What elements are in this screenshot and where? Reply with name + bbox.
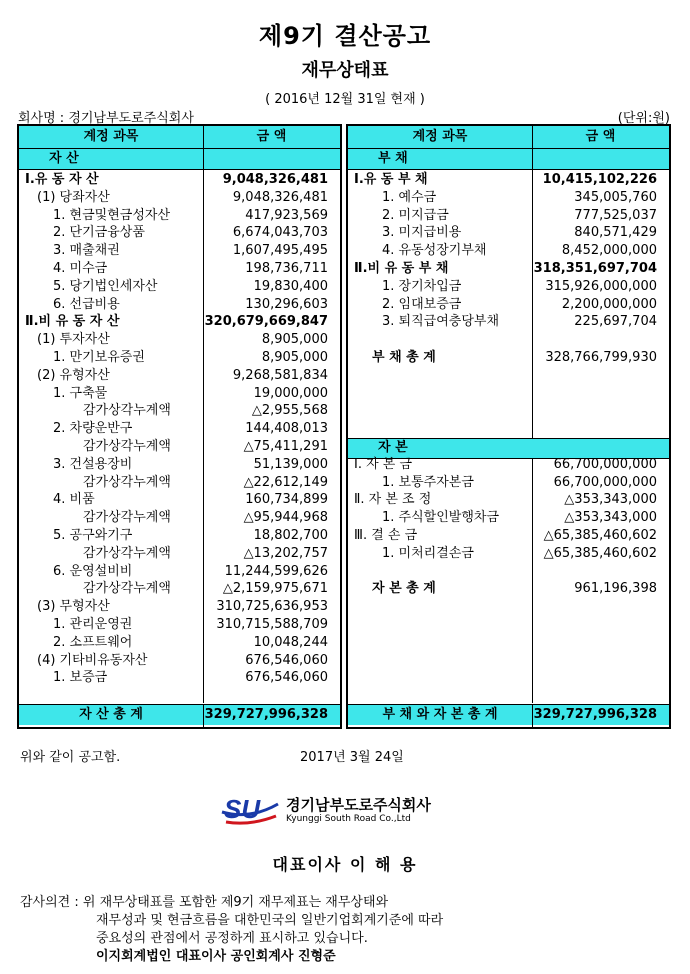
column-header-account: 계정 과목 [19,126,203,148]
account-amount: 9,268,581,834 [232,367,328,383]
account-amount: 225,697,704 [574,314,657,330]
account-label: 1. 예수금 [382,189,437,205]
account-label: 4. 미수금 [53,261,108,276]
company-logo [220,790,480,830]
section-divider [348,438,669,439]
account-label: 1. 보증금 [53,670,108,686]
account-label: (1) 당좌자산 [37,189,110,205]
account-amount: 1,607,495,495 [232,243,328,259]
ceo-signature: 대표이사 이 해 용 [272,855,418,874]
account-label: 감가상각누계액 [83,510,171,526]
account-label: Ⅰ.유 동 부 채 [354,172,428,187]
column-header-amount: 금 액 [203,126,340,148]
account-label: 1. 주식할인발행차금 [382,510,499,526]
account-label: 5. 당기법인세자산 [53,278,158,294]
account-label: Ⅱ. 자 본 조 정 [354,492,432,508]
section-header-liabilities: 부 채 [348,149,532,169]
liabilities-total-amount: 328,766,799,930 [545,350,657,365]
account-amount: 51,139,000 [253,456,328,472]
section-header-fill [203,149,340,169]
account-amount: 8,452,000,000 [561,243,657,259]
account-label: Ⅱ.비 유 동 부 채 [354,261,449,276]
notice-title: 제9기 결산공고 [258,22,432,50]
account-amount: 19,830,400 [253,278,328,294]
account-label: 감가상각누계액 [83,403,171,419]
account-label: 감가상각누계액 [83,474,171,490]
audit-opinion [20,894,443,966]
account-amount: △353,343,000 [564,492,657,508]
account-label: Ⅱ.비 유 동 자 산 [25,314,120,330]
account-label: Ⅲ. 결 손 금 [354,528,418,543]
account-amount: △13,202,757 [243,545,328,561]
account-amount: 198,736,711 [245,261,328,276]
account-amount: △22,612,149 [243,474,328,490]
account-amount: 2,200,000,000 [561,296,657,312]
account-amount: 19,000,000 [253,385,328,401]
company-name: 회사명 : 경기남부도로주식회사 [18,111,194,126]
account-amount: 9,048,326,481 [222,172,328,187]
account-amount: 160,734,899 [245,492,328,508]
account-amount: 840,571,429 [574,225,657,241]
account-amount: 66,700,000,000 [553,456,657,472]
logo-mark-icon [220,790,280,830]
account-amount: △353,343,000 [564,510,657,526]
account-label: 5. 공구와기구 [53,528,133,543]
liab-equity-total-amount: 329,727,996,328 [532,705,669,725]
account-amount: 318,351,697,704 [533,261,657,276]
account-label: 6. 선급비용 [53,296,120,312]
account-amount: 320,679,669,847 [204,314,328,330]
logo-mark-text: SU [224,794,261,824]
section-header-assets: 자 산 [19,149,203,169]
liab-equity-total-label: 부 채 와 자 본 총 계 [348,705,532,725]
account-label: 1. 관리운영권 [53,617,133,632]
liabilities-total-label: 부 채 총 계 [372,350,436,365]
assets-total-amount: 329,727,996,328 [203,705,340,725]
account-label: 1. 미처리결손금 [382,545,474,561]
audit-line: 중요성의 관점에서 공정하게 표시하고 있습니다. [96,931,368,946]
account-amount: 10,415,102,226 [542,172,657,187]
account-amount: 676,546,060 [245,652,328,668]
section-header-equity: 자 본 [348,438,532,458]
notice-date: 2017년 3월 24일 [300,750,404,765]
account-amount: 310,725,636,953 [216,599,328,615]
account-label: 2. 소프트웨어 [53,634,133,650]
account-amount: △75,411,291 [243,439,328,454]
account-label: Ⅰ.유 동 자 산 [25,172,99,187]
auditor-signature: 이지회계법인 대표이사 공인회계사 진형준 [96,949,336,964]
logo-name: 경기남부도로주식회사 [286,796,431,814]
section-divider [19,169,340,170]
equity-total-label: 자 본 총 계 [372,581,436,597]
account-label: 2. 미지급금 [382,207,449,223]
account-label: 3. 건설용장비 [53,456,133,472]
account-label: Ⅰ. 자 본 금 [354,456,413,472]
column-header-account: 계정 과목 [348,126,532,148]
account-amount: 676,546,060 [245,670,328,686]
account-label: 1. 장기차입금 [382,278,462,294]
account-amount: 66,700,000,000 [553,474,657,490]
audit-line: 감사의견 : 위 재무상태표를 포함한 제9기 재무제표는 재무상태와 [20,895,389,910]
account-label: (3) 무형자산 [37,599,110,615]
account-amount: 18,802,700 [253,528,328,543]
account-amount: △65,385,460,602 [543,545,657,561]
account-label: 3. 미지급비용 [382,225,462,241]
account-amount: 345,005,760 [574,189,657,205]
account-label: 1. 현금및현금성자산 [53,207,170,223]
account-label: 2. 단기금융상품 [53,225,145,241]
account-label: 2. 차량운반구 [53,421,133,437]
account-label: (1) 투자자산 [37,332,110,348]
column-header-amount: 금 액 [532,126,669,148]
section-header-fill [532,438,669,458]
account-label: 1. 만기보유증권 [53,350,145,365]
account-amount: 8,905,000 [261,332,328,348]
account-label: 4. 비품 [53,492,95,508]
account-label: 1. 구축물 [53,385,108,401]
assets-total-label: 자 산 총 계 [19,705,203,725]
audit-line: 재무성과 및 현금흐름을 대한민국의 일반기업회계기준에 따라 [96,913,444,928]
account-label: 감가상각누계액 [83,439,171,454]
account-amount: 8,905,000 [261,350,328,365]
account-amount: 10,048,244 [253,634,328,650]
account-amount: 9,048,326,481 [232,189,328,205]
account-amount: 130,296,603 [245,296,328,312]
statement-date: ( 2016년 12월 31일 현재 ) [265,92,425,107]
statement-title: 재무상태표 [301,60,389,81]
account-amount: 777,525,037 [574,207,657,223]
account-amount: 6,674,043,703 [232,225,328,241]
account-label: 1. 보통주자본금 [382,474,474,490]
account-amount: 417,923,569 [245,207,328,223]
account-label: 3. 매출채권 [53,243,120,259]
account-label: 감가상각누계액 [83,545,171,561]
section-header-fill [532,149,669,169]
logo-english-name: Kyunggi South Road Co.,Ltd [286,814,411,824]
account-amount: 310,715,588,709 [216,617,328,632]
account-label: 2. 임대보증금 [382,296,462,312]
column-divider [532,705,533,727]
account-label: (2) 유형자산 [37,367,110,383]
account-label: 3. 퇴직급여충당부채 [382,314,499,330]
column-divider [203,705,204,727]
equity-total-amount: 961,196,398 [574,581,657,597]
notice-text: 위와 같이 공고함. [20,750,121,765]
account-amount: 144,408,013 [245,421,328,437]
account-label: 4. 유동성장기부채 [382,243,487,259]
account-label: (4) 기타비유동자산 [37,652,148,668]
account-amount: △2,955,568 [251,403,328,419]
account-amount: △65,385,460,602 [543,528,657,543]
account-label: 6. 운영설비비 [53,563,133,579]
unit-label: (단위:원) [617,111,670,126]
account-amount: 11,244,599,626 [224,563,328,579]
section-divider [348,169,669,170]
account-amount: △95,944,968 [243,510,328,526]
account-amount: △2,159,975,671 [222,581,328,597]
account-label: 감가상각누계액 [83,581,171,597]
account-amount: 315,926,000,000 [545,278,657,294]
